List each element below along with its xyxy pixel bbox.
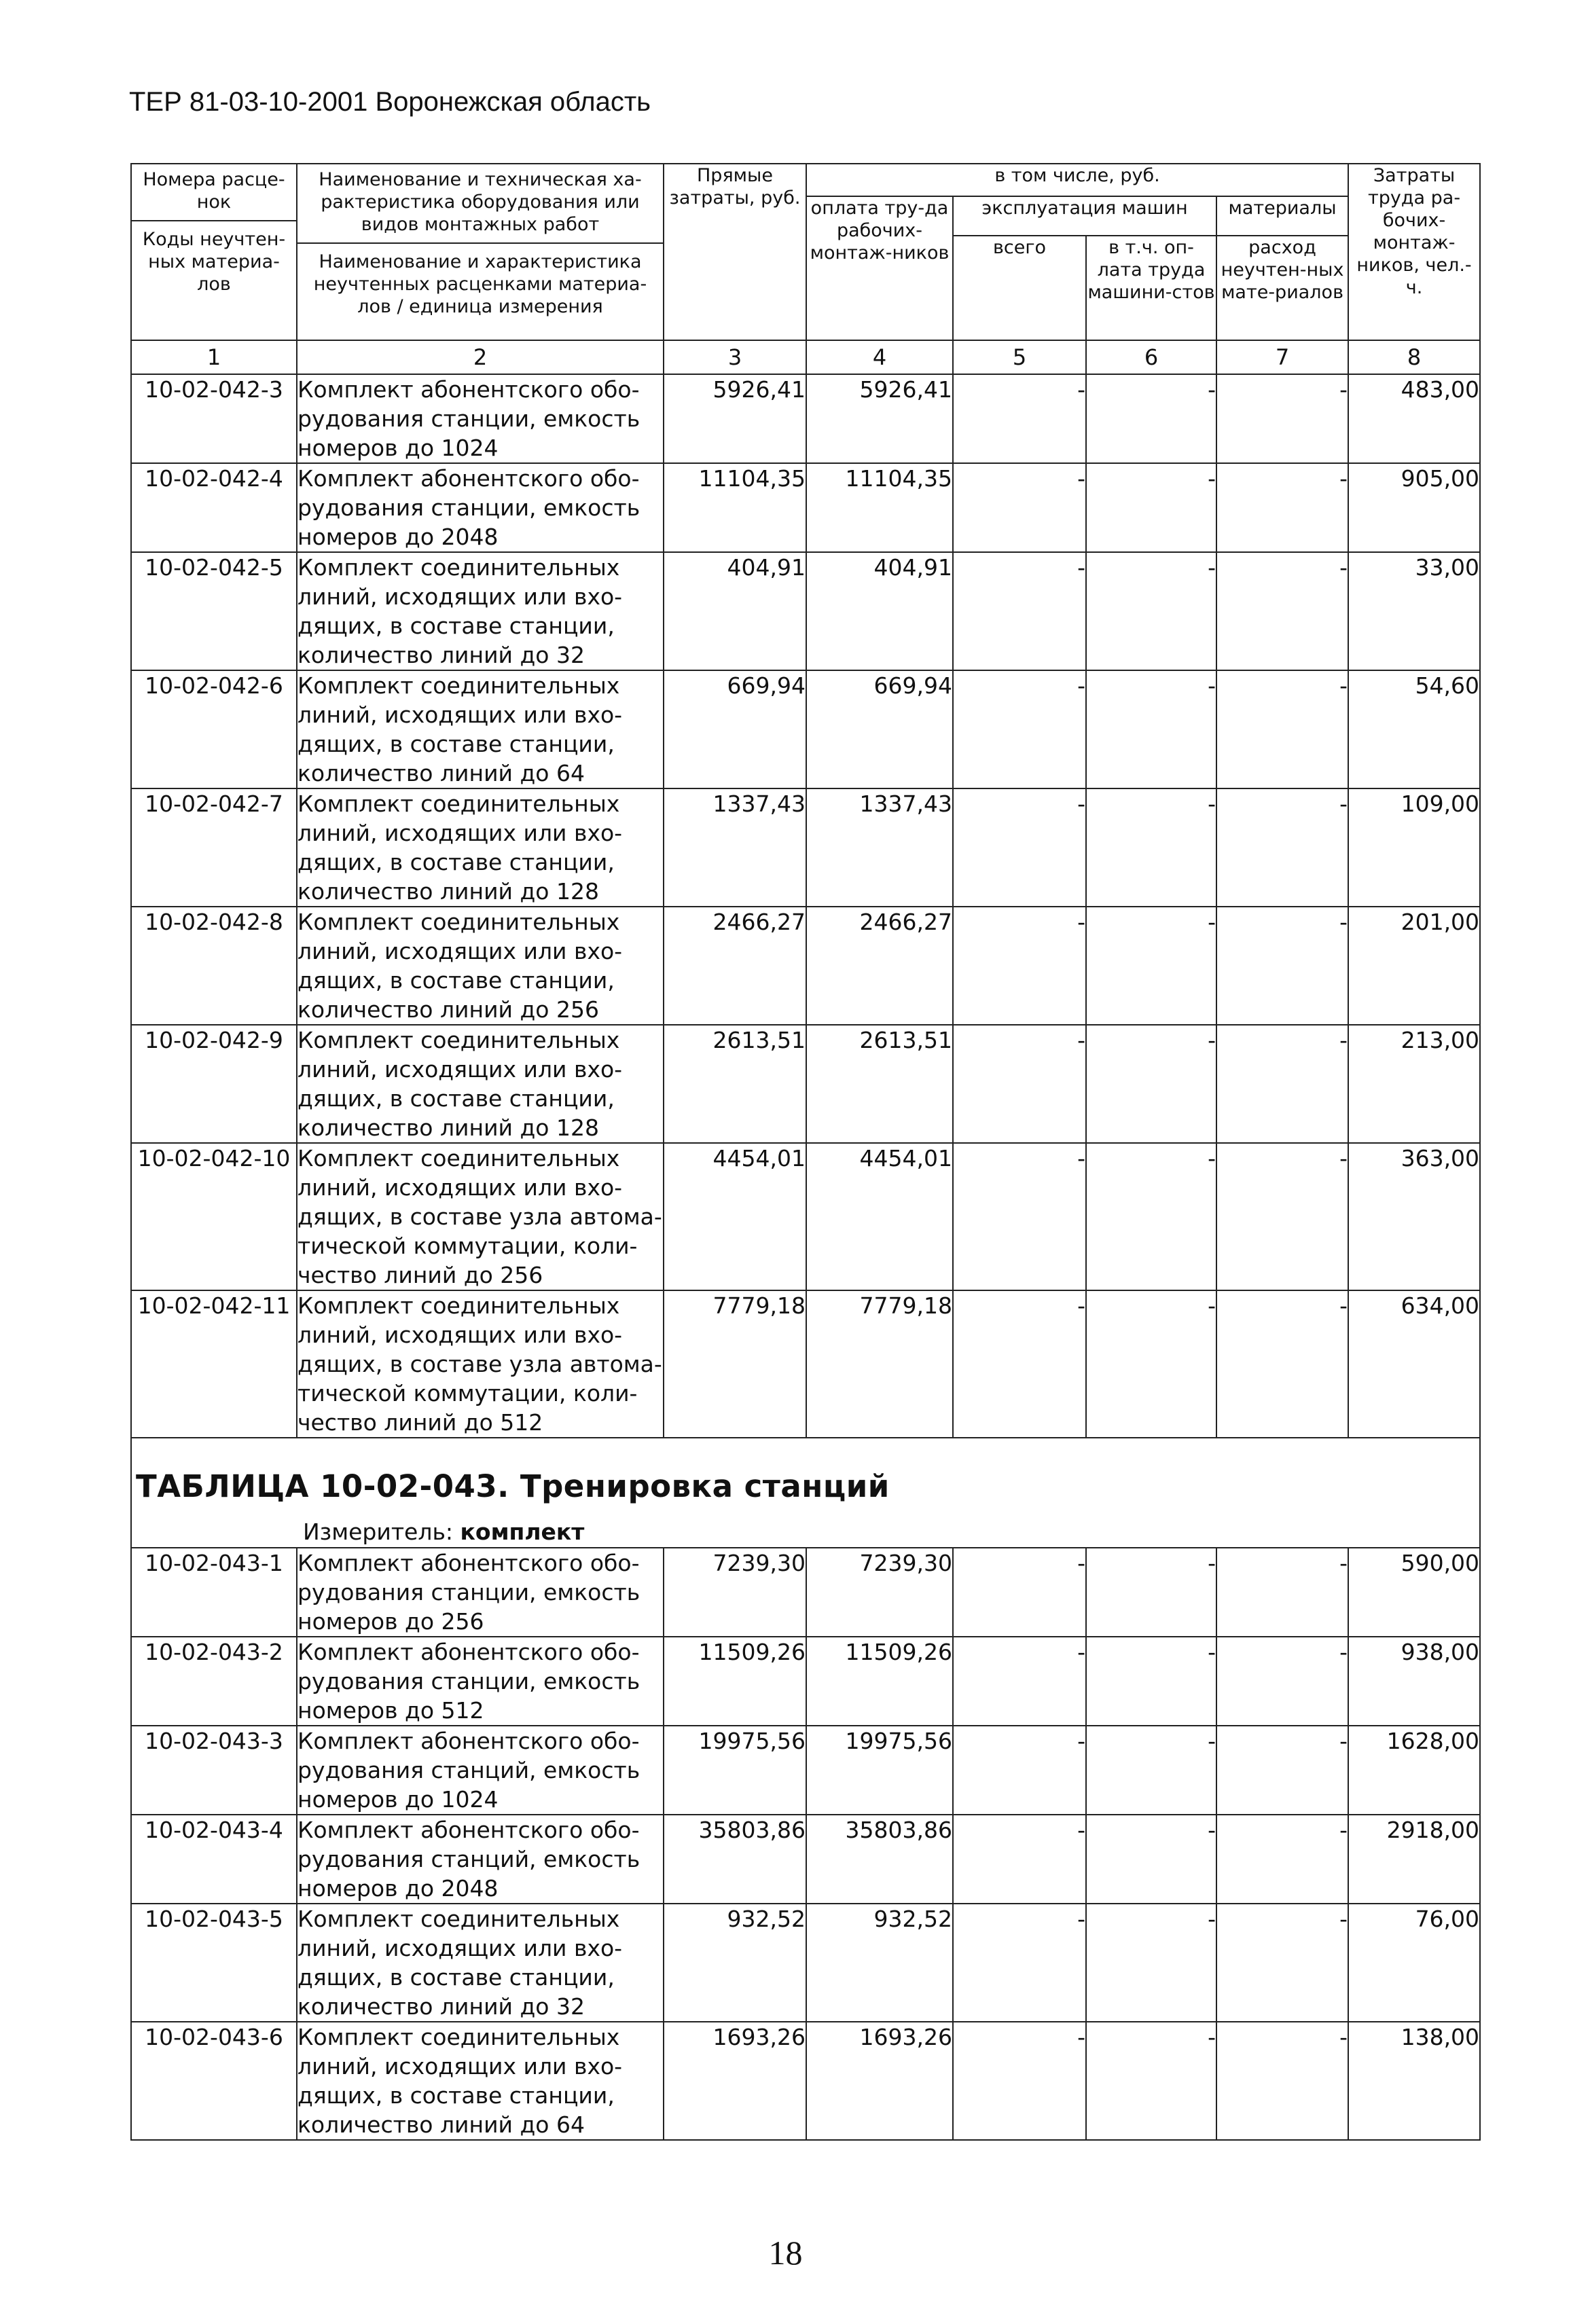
rate-code-cell: 10-02-042-8 [131, 907, 297, 1025]
header-col2-bottom: Наименование и характеристика неучтенных расценками материа-лов / единица измерения [313, 251, 647, 317]
worker-pay-cell: 669,94 [806, 670, 953, 788]
table-body-042 [131, 374, 1480, 1438]
direct-costs-cell: 404,91 [664, 552, 806, 670]
rate-code-cell: 10-02-042-10 [131, 1143, 297, 1290]
direct-costs-cell: 2613,51 [664, 1025, 806, 1143]
worker-pay-cell: 2613,51 [806, 1025, 953, 1143]
material-consumption-cell: - [1216, 1290, 1348, 1438]
header-labor-hours: Затраты труда ра-бочих-монтаж-ников, чел.-ч. [1348, 164, 1480, 340]
section-meter [303, 1519, 584, 1545]
machine-total-cell: - [953, 1548, 1086, 1637]
machinist-pay-cell: - [1086, 374, 1216, 463]
rate-name-cell: Комплект соединительных линий, исходящих или вхо-дящих, в составе станции, количество линий до 32 [297, 1904, 664, 2022]
material-consumption-cell: - [1216, 1637, 1348, 1726]
machine-total-cell: - [953, 1143, 1086, 1290]
material-consumption-cell: - [1216, 907, 1348, 1025]
machine-total-cell: - [953, 2022, 1086, 2140]
machinist-pay-cell: - [1086, 1904, 1216, 2022]
header-machine-operation: эксплуатация машин [953, 196, 1216, 236]
machine-total-cell: - [953, 907, 1086, 1025]
column-number: 6 [1086, 340, 1216, 374]
machinist-pay-cell: - [1086, 788, 1216, 907]
table-body-043 [131, 1548, 1480, 2140]
table-row [131, 1548, 1480, 1637]
worker-pay-cell: 7239,30 [806, 1548, 953, 1637]
labor-hours-cell: 109,00 [1348, 788, 1480, 907]
table-row [131, 1815, 1480, 1904]
rate-code-cell: 10-02-042-7 [131, 788, 297, 907]
rates-table [130, 163, 1481, 2141]
labor-hours-cell: 634,00 [1348, 1290, 1480, 1438]
direct-costs-cell: 1337,43 [664, 788, 806, 907]
material-consumption-cell: - [1216, 1143, 1348, 1290]
header-material-consumption: расход неучтен-ных мате-риалов [1216, 236, 1348, 340]
direct-costs-cell: 11104,35 [664, 463, 806, 552]
section-header-block [131, 1438, 1480, 1548]
table-row [131, 1143, 1480, 1290]
table-row [131, 1637, 1480, 1726]
machine-total-cell: - [953, 1904, 1086, 2022]
worker-pay-cell: 11104,35 [806, 463, 953, 552]
header-col1-top: Номера расце-нок [132, 164, 296, 221]
worker-pay-cell: 7779,18 [806, 1290, 953, 1438]
labor-hours-cell: 590,00 [1348, 1548, 1480, 1637]
rate-name-cell: Комплект абонентского обо-рудования станций, емкость номеров до 1024 [297, 1726, 664, 1815]
material-consumption-cell: - [1216, 374, 1348, 463]
labor-hours-cell: 201,00 [1348, 907, 1480, 1025]
rate-name-cell: Комплект соединительных линий, исходящих или вхо-дящих, в составе станции, количество линий до 256 [297, 907, 664, 1025]
machinist-pay-cell: - [1086, 1025, 1216, 1143]
rate-code-cell: 10-02-042-6 [131, 670, 297, 788]
table-row [131, 1025, 1480, 1143]
table-row [131, 463, 1480, 552]
worker-pay-cell: 4454,01 [806, 1143, 953, 1290]
rate-name-cell: Комплект соединительных линий, исходящих или вхо-дящих, в составе станции, количество линий до 64 [297, 670, 664, 788]
worker-pay-cell: 2466,27 [806, 907, 953, 1025]
machinist-pay-cell: - [1086, 463, 1216, 552]
worker-pay-cell: 5926,41 [806, 374, 953, 463]
column-number: 1 [131, 340, 297, 374]
table-header [131, 164, 1480, 374]
header-col1 [131, 164, 297, 340]
rate-name-cell: Комплект абонентского обо-рудования станции, емкость номеров до 1024 [297, 374, 664, 463]
worker-pay-cell: 1693,26 [806, 2022, 953, 2140]
column-number: 4 [806, 340, 953, 374]
machine-total-cell: - [953, 463, 1086, 552]
header-col2 [297, 164, 664, 340]
page-number: 18 [768, 2234, 803, 2272]
material-consumption-cell: - [1216, 2022, 1348, 2140]
labor-hours-cell: 938,00 [1348, 1637, 1480, 1726]
machinist-pay-cell: - [1086, 1548, 1216, 1637]
labor-hours-cell: 213,00 [1348, 1025, 1480, 1143]
column-number: 2 [297, 340, 664, 374]
header-materials: материалы [1216, 196, 1348, 236]
machine-total-cell: - [953, 1290, 1086, 1438]
material-consumption-cell: - [1216, 1548, 1348, 1637]
labor-hours-cell: 483,00 [1348, 374, 1480, 463]
rate-code-cell: 10-02-042-9 [131, 1025, 297, 1143]
material-consumption-cell: - [1216, 788, 1348, 907]
labor-hours-cell: 76,00 [1348, 1904, 1480, 2022]
header-including: в том числе, руб. [806, 164, 1348, 196]
direct-costs-cell: 4454,01 [664, 1143, 806, 1290]
table-row [131, 1290, 1480, 1438]
direct-costs-cell: 11509,26 [664, 1637, 806, 1726]
table-row [131, 1726, 1480, 1815]
worker-pay-cell: 404,91 [806, 552, 953, 670]
rate-name-cell: Комплект соединительных линий, исходящих или вхо-дящих, в составе станции, количество линий до 32 [297, 552, 664, 670]
rate-name-cell: Комплект соединительных линий, исходящих или вхо-дящих, в составе станции, количество линий до 128 [297, 788, 664, 907]
rate-code-cell: 10-02-042-4 [131, 463, 297, 552]
direct-costs-cell: 7779,18 [664, 1290, 806, 1438]
rate-code-cell: 10-02-043-4 [131, 1815, 297, 1904]
rate-code-cell: 10-02-043-1 [131, 1548, 297, 1637]
table-row [131, 670, 1480, 788]
labor-hours-cell: 2918,00 [1348, 1815, 1480, 1904]
machine-total-cell: - [953, 1025, 1086, 1143]
direct-costs-cell: 19975,56 [664, 1726, 806, 1815]
document-header: ТЕР 81-03-10-2001 Воронежская область [129, 87, 651, 117]
machine-total-cell: - [953, 552, 1086, 670]
header-worker-pay: оплата тру-да рабочих-монтаж-ников [806, 196, 953, 340]
column-number: 8 [1348, 340, 1480, 374]
machinist-pay-cell: - [1086, 1726, 1216, 1815]
column-number: 3 [664, 340, 806, 374]
labor-hours-cell: 905,00 [1348, 463, 1480, 552]
machinist-pay-cell: - [1086, 907, 1216, 1025]
machine-total-cell: - [953, 1637, 1086, 1726]
material-consumption-cell: - [1216, 463, 1348, 552]
header-direct-costs: Прямые затраты, руб. [664, 164, 806, 340]
rate-name-cell: Комплект абонентского обо-рудования станций, емкость номеров до 2048 [297, 1815, 664, 1904]
rate-name-cell: Комплект соединительных линий, исходящих или вхо-дящих, в составе станции, количество линий до 128 [297, 1025, 664, 1143]
header-machinist-pay: в т.ч. оп-лата труда машини-стов [1086, 236, 1216, 340]
machinist-pay-cell: - [1086, 1143, 1216, 1290]
direct-costs-cell: 932,52 [664, 1904, 806, 2022]
machinist-pay-cell: - [1086, 2022, 1216, 2140]
labor-hours-cell: 54,60 [1348, 670, 1480, 788]
machinist-pay-cell: - [1086, 552, 1216, 670]
column-numbers-row [131, 340, 1480, 374]
material-consumption-cell: - [1216, 552, 1348, 670]
labor-hours-cell: 138,00 [1348, 2022, 1480, 2140]
section-title: ТАБЛИЦА 10-02-043. Тренировка станций [136, 1468, 890, 1504]
machinist-pay-cell: - [1086, 1290, 1216, 1438]
meter-label: Измеритель: [303, 1519, 454, 1545]
worker-pay-cell: 1337,43 [806, 788, 953, 907]
table-row [131, 374, 1480, 463]
section-header [131, 1438, 1480, 1548]
worker-pay-cell: 932,52 [806, 1904, 953, 2022]
worker-pay-cell: 11509,26 [806, 1637, 953, 1726]
table-row [131, 552, 1480, 670]
machine-total-cell: - [953, 788, 1086, 907]
header-col1-bottom: Коды неучтен-ных материа-лов [142, 229, 286, 295]
worker-pay-cell: 19975,56 [806, 1726, 953, 1815]
table-row [131, 1904, 1480, 2022]
rate-code-cell: 10-02-043-2 [131, 1637, 297, 1726]
rate-name-cell: Комплект соединительных линий, исходящих или вхо-дящих, в составе узла автома-тической коммутации, коли-чество линий до 256 [297, 1143, 664, 1290]
rate-code-cell: 10-02-043-5 [131, 1904, 297, 2022]
machine-total-cell: - [953, 670, 1086, 788]
rate-code-cell: 10-02-043-6 [131, 2022, 297, 2140]
machinist-pay-cell: - [1086, 1637, 1216, 1726]
rate-code-cell: 10-02-042-11 [131, 1290, 297, 1438]
header-col2-top: Наименование и техническая ха-рактеристика оборудования или видов монтажных работ [297, 164, 663, 244]
rate-name-cell: Комплект абонентского обо-рудования станции, емкость номеров до 2048 [297, 463, 664, 552]
column-number: 5 [953, 340, 1086, 374]
machine-total-cell: - [953, 1815, 1086, 1904]
rate-name-cell: Комплект соединительных линий, исходящих или вхо-дящих, в составе станции, количество линий до 64 [297, 2022, 664, 2140]
material-consumption-cell: - [1216, 1025, 1348, 1143]
labor-hours-cell: 33,00 [1348, 552, 1480, 670]
table-row [131, 2022, 1480, 2140]
direct-costs-cell: 1693,26 [664, 2022, 806, 2140]
direct-costs-cell: 35803,86 [664, 1815, 806, 1904]
material-consumption-cell: - [1216, 1815, 1348, 1904]
machine-total-cell: - [953, 374, 1086, 463]
direct-costs-cell: 5926,41 [664, 374, 806, 463]
direct-costs-cell: 7239,30 [664, 1548, 806, 1637]
rate-name-cell: Комплект абонентского обо-рудования станции, емкость номеров до 256 [297, 1548, 664, 1637]
material-consumption-cell: - [1216, 1904, 1348, 2022]
material-consumption-cell: - [1216, 1726, 1348, 1815]
labor-hours-cell: 363,00 [1348, 1143, 1480, 1290]
machinist-pay-cell: - [1086, 670, 1216, 788]
direct-costs-cell: 669,94 [664, 670, 806, 788]
table-row [131, 907, 1480, 1025]
rate-code-cell: 10-02-042-5 [131, 552, 297, 670]
worker-pay-cell: 35803,86 [806, 1815, 953, 1904]
header-machine-total: всего [953, 236, 1086, 340]
column-number: 7 [1216, 340, 1348, 374]
machinist-pay-cell: - [1086, 1815, 1216, 1904]
rate-code-cell: 10-02-042-3 [131, 374, 297, 463]
labor-hours-cell: 1628,00 [1348, 1726, 1480, 1815]
rate-name-cell: Комплект соединительных линий, исходящих или вхо-дящих, в составе узла автома-тической коммутации, коли-чество линий до 512 [297, 1290, 664, 1438]
meter-value: комплект [460, 1519, 585, 1545]
table-row [131, 788, 1480, 907]
machine-total-cell: - [953, 1726, 1086, 1815]
material-consumption-cell: - [1216, 670, 1348, 788]
direct-costs-cell: 2466,27 [664, 907, 806, 1025]
rate-name-cell: Комплект абонентского обо-рудования станции, емкость номеров до 512 [297, 1637, 664, 1726]
rate-code-cell: 10-02-043-3 [131, 1726, 297, 1815]
